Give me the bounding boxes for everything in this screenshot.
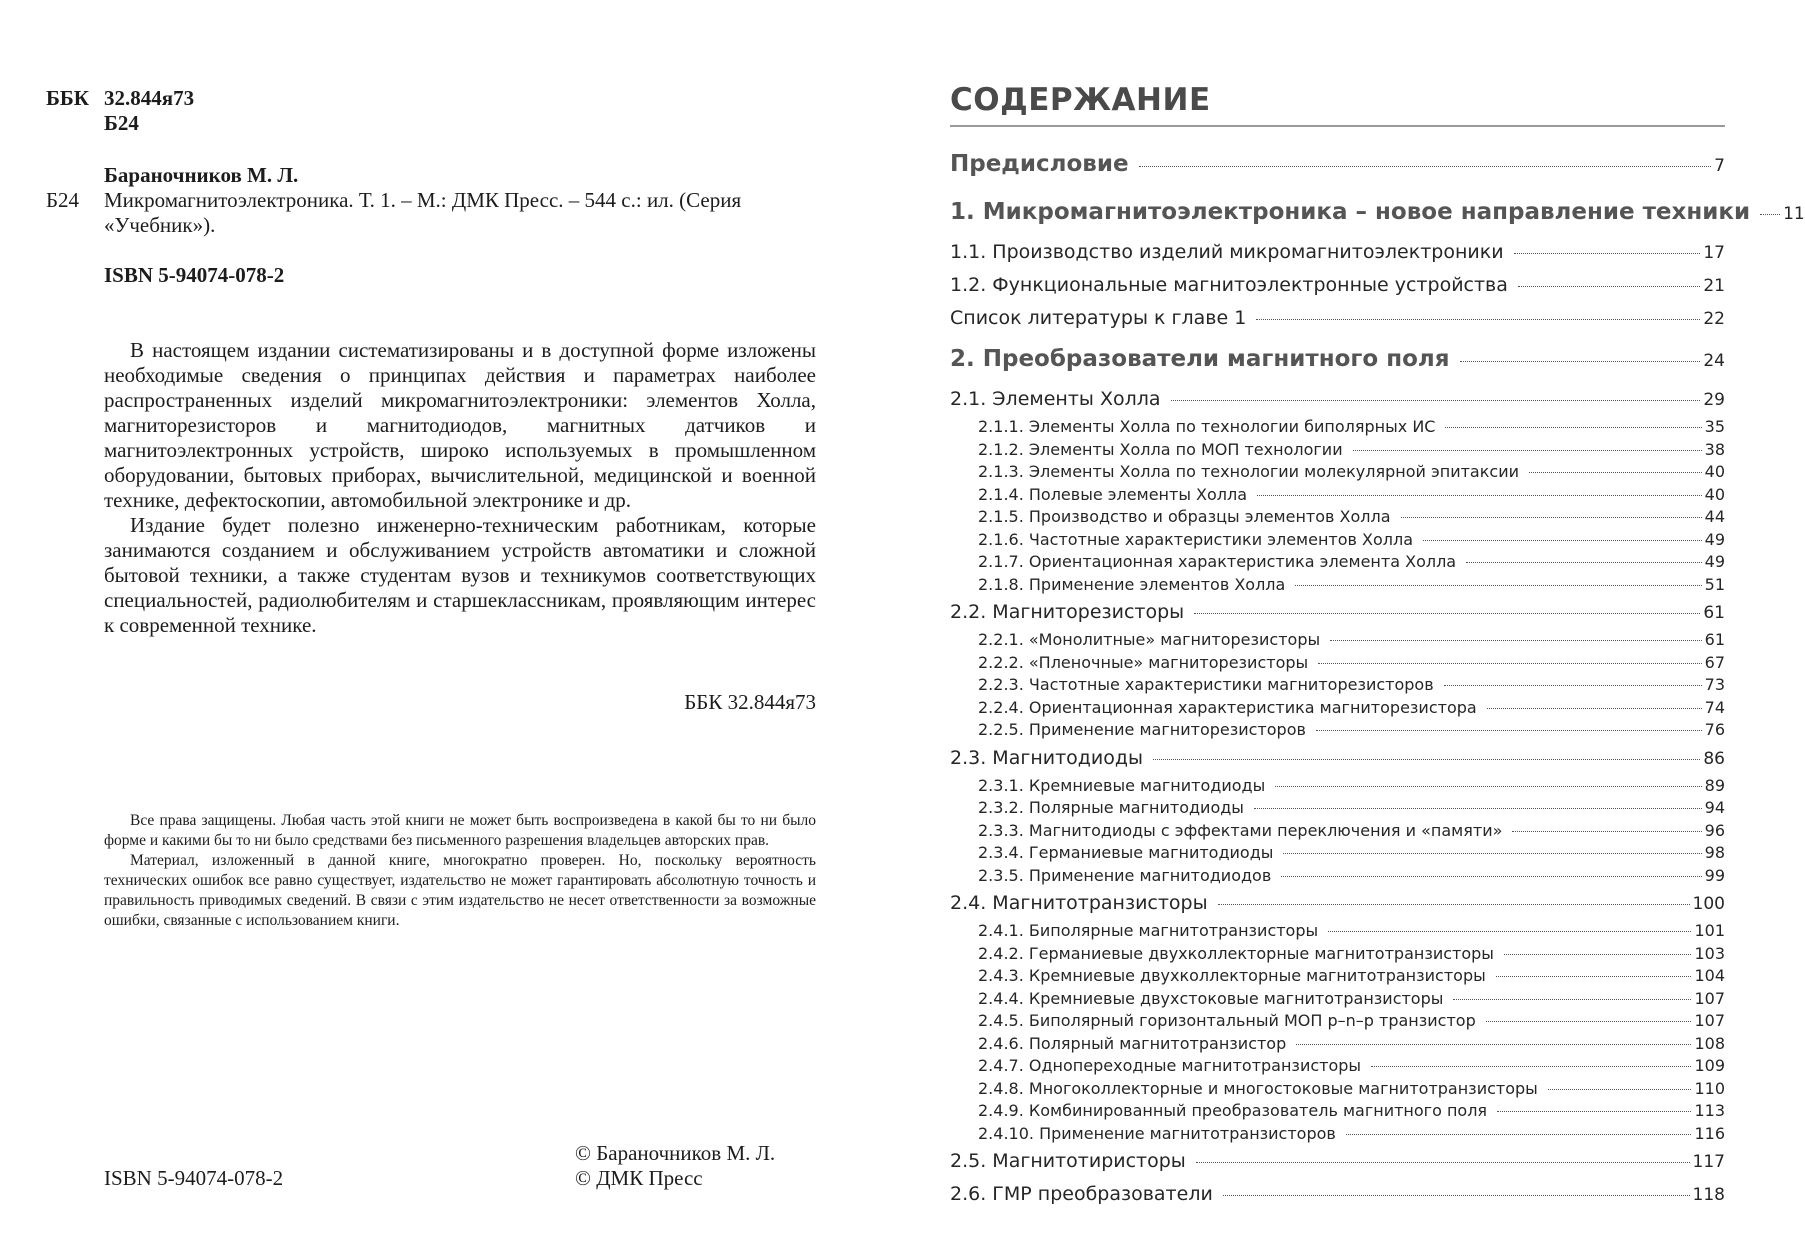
toc-entry-title: 2. Преобразователи магнитного поля bbox=[950, 346, 1450, 372]
toc-entry-title: 2.3.3. Магнитодиоды с эффектами переключения и «памяти» bbox=[978, 820, 1503, 840]
toc-page-number: 29 bbox=[1703, 390, 1725, 410]
toc-page-number: 110 bbox=[1694, 1078, 1725, 1098]
toc-entry-title: 2.3. Магнитодиоды bbox=[950, 746, 1144, 769]
toc-page-number: 73 bbox=[1704, 675, 1725, 694]
toc-page-number: 113 bbox=[1694, 1101, 1725, 1120]
toc-entry-title: 2.2. Магниторезисторы bbox=[950, 601, 1185, 623]
toc-page-number: 17 bbox=[1703, 243, 1725, 263]
toc-subsection[interactable] bbox=[950, 674, 1725, 697]
toc-leader-dots bbox=[1466, 562, 1702, 563]
toc-section[interactable] bbox=[950, 1178, 1725, 1211]
toc-page-number: 116 bbox=[1694, 1123, 1725, 1143]
toc-subsection[interactable] bbox=[950, 574, 1725, 597]
toc-subsection[interactable] bbox=[950, 1100, 1725, 1123]
toc-entry-title: 2.3.2. Полярные магнитодиоды bbox=[978, 798, 1244, 817]
toc-entry-title: 2.6. ГМР преобразователи bbox=[950, 1183, 1213, 1205]
toc-leader-dots bbox=[1496, 976, 1692, 977]
toc-subsection[interactable] bbox=[950, 965, 1725, 988]
toc-leader-dots bbox=[1223, 1195, 1690, 1196]
toc-subsection[interactable] bbox=[950, 719, 1725, 742]
toc-leader-dots bbox=[1346, 1134, 1692, 1135]
toc-subsection[interactable] bbox=[950, 1123, 1725, 1146]
toc-leader-dots bbox=[1512, 831, 1701, 832]
toc-page-number: 67 bbox=[1704, 652, 1725, 672]
toc-entry-title: 2.5. Магнитотиристоры bbox=[950, 1150, 1186, 1172]
toc-subsection[interactable] bbox=[950, 461, 1725, 484]
toc-leader-dots bbox=[1760, 214, 1780, 215]
toc-page-number: 40 bbox=[1704, 462, 1725, 481]
toc-leader-dots bbox=[1275, 786, 1701, 787]
bib-line-1: Микромагнитоэлектроника. Т. 1. – М.: ДМК Пресс. – 544 с.: ил. (Серия bbox=[104, 188, 742, 212]
toc-subsection[interactable] bbox=[950, 775, 1725, 798]
toc-leader-dots bbox=[1444, 685, 1702, 686]
toc-page-number: 61 bbox=[1704, 630, 1725, 649]
toc-entry-title: 2.4.10. Применение магнитотранзисторов bbox=[978, 1123, 1336, 1143]
toc-leader-dots bbox=[1328, 931, 1691, 932]
toc-page-number: 109 bbox=[1694, 1056, 1725, 1075]
toc-leader-dots bbox=[1371, 1066, 1691, 1067]
toc-leader-dots bbox=[1281, 876, 1701, 877]
bbk-label: ББК bbox=[46, 86, 89, 110]
toc-entry-title: 1.1. Производство изделий микромагнитоэлектроники bbox=[950, 241, 1504, 263]
toc-page-number: 94 bbox=[1704, 798, 1725, 817]
toc-page-number: 22 bbox=[1703, 309, 1725, 329]
toc-entry-title: 2.1.5. Производство и образцы элементов Холла bbox=[978, 507, 1391, 526]
toc-page-number: 98 bbox=[1704, 843, 1725, 862]
toc-leader-dots bbox=[1353, 450, 1702, 451]
toc-subsection[interactable] bbox=[950, 797, 1725, 820]
toc-section[interactable] bbox=[950, 269, 1725, 302]
toc-entry-title: 2.4.6. Полярный магнитотранзистор bbox=[978, 1033, 1287, 1053]
bib-line-2: «Учебник»). bbox=[104, 213, 216, 237]
right-page bbox=[950, 0, 1805, 1240]
rights-paragraph: Материал, изложенный в данной книге, многократно проверен. Но, поскольку вероятность технических ошибок все равно существует, издательство не может гарантировать абсолютную точность и правильность приводимых сведений. В связи с этим издательство не несет ответственности за возможные ошибки, связанные с использованием книги. bbox=[104, 852, 816, 929]
toc-entry-title: 2.2.5. Применение магниторезисторов bbox=[978, 720, 1306, 739]
toc-page-number: 100 bbox=[1692, 894, 1725, 914]
toc-chapter[interactable] bbox=[950, 335, 1725, 383]
toc-page-number: 49 bbox=[1704, 529, 1725, 549]
left-page bbox=[0, 0, 877, 1240]
toc-entry-title: 2.4.3. Кремниевые двухколлекторные магнитотранзисторы bbox=[978, 966, 1486, 985]
toc-entry-title: 1.2. Функциональные магнитоэлектронные устройства bbox=[950, 274, 1508, 296]
toc-leader-dots bbox=[1256, 319, 1700, 320]
toc-subsection[interactable] bbox=[950, 920, 1725, 943]
toc-leader-dots bbox=[1194, 613, 1700, 614]
toc-entry-title: 2.4.1. Биполярные магнитотранзисторы bbox=[978, 921, 1319, 940]
toc-subsection[interactable] bbox=[950, 652, 1725, 675]
toc-entry-title: 2.4. Магнитотранзисторы bbox=[950, 892, 1208, 914]
toc-page-number: 24 bbox=[1703, 351, 1725, 371]
toc-leader-dots bbox=[1486, 1021, 1692, 1022]
toc-page-number: 74 bbox=[1704, 697, 1725, 717]
toc-leader-dots bbox=[1401, 517, 1702, 518]
toc-entry-title: 2.1.7. Ориентационная характеристика элемента Холла bbox=[978, 552, 1457, 571]
toc-page-number: 117 bbox=[1692, 1152, 1725, 1172]
toc-section[interactable] bbox=[950, 742, 1725, 775]
toc-subsection[interactable] bbox=[950, 988, 1725, 1011]
toc-divider bbox=[950, 125, 1725, 127]
toc-leader-dots bbox=[1460, 361, 1701, 362]
toc-entry-title: 2.1.6. Частотные характеристики элементов Холла bbox=[978, 529, 1414, 549]
toc-subsection[interactable] bbox=[950, 865, 1725, 888]
toc-leader-dots bbox=[1153, 759, 1700, 760]
toc-section[interactable] bbox=[950, 302, 1725, 335]
toc-subsection[interactable] bbox=[950, 484, 1725, 507]
toc-page-number: 7 bbox=[1714, 156, 1725, 176]
toc-entry-title: 2.1.2. Элементы Холла по МОП технологии bbox=[978, 439, 1343, 459]
toc-title: СОДЕРЖАНИЕ bbox=[950, 82, 1211, 118]
toc-page-number: 21 bbox=[1703, 276, 1725, 296]
toc-subsection[interactable] bbox=[950, 529, 1725, 552]
toc-list bbox=[950, 140, 1805, 1211]
isbn-line: ISBN 5-94074-078-2 bbox=[104, 263, 285, 287]
isbn-bottom: ISBN 5-94074-078-2 bbox=[104, 1166, 284, 1190]
toc-subsection[interactable] bbox=[950, 1010, 1725, 1033]
toc-page-number: 38 bbox=[1704, 439, 1725, 459]
toc-leader-dots bbox=[1296, 1044, 1691, 1045]
toc-page-number: 11 bbox=[1783, 204, 1805, 224]
toc-leader-dots bbox=[1254, 808, 1702, 809]
toc-entry-title: 1. Микромагнитоэлектроника – новое направление техники bbox=[950, 199, 1751, 225]
toc-entry-title: 2.2.2. «Пленочные» магниторезисторы bbox=[978, 652, 1309, 672]
copyright-author: © Бараночников М. Л. bbox=[575, 1141, 776, 1165]
toc-leader-dots bbox=[1529, 472, 1702, 473]
toc-entry-title: 2.1.3. Элементы Холла по технологии молекулярной эпитаксии bbox=[978, 462, 1519, 481]
toc-leader-dots bbox=[1423, 540, 1702, 541]
toc-page-number: 44 bbox=[1704, 507, 1725, 526]
toc-chapter[interactable] bbox=[950, 140, 1725, 188]
toc-page-number: 89 bbox=[1704, 775, 1725, 795]
toc-page-number: 35 bbox=[1704, 417, 1725, 436]
toc-page-number: 103 bbox=[1694, 943, 1725, 963]
toc-leader-dots bbox=[1548, 1089, 1692, 1090]
toc-page-number: 40 bbox=[1704, 484, 1725, 504]
author-heading: Бараночников М. Л. bbox=[104, 163, 299, 187]
toc-entry-title: 2.3.1. Кремниевые магнитодиоды bbox=[978, 775, 1266, 795]
toc-entry-title: Предисловие bbox=[950, 151, 1129, 177]
toc-subsection[interactable] bbox=[950, 1078, 1725, 1101]
bbk-bottom: ББК 32.844я73 bbox=[684, 690, 816, 714]
toc-leader-dots bbox=[1453, 999, 1691, 1000]
toc-entry-title: 2.4.9. Комбинированный преобразователь магнитного поля bbox=[978, 1101, 1488, 1120]
toc-page-number: 107 bbox=[1694, 988, 1725, 1008]
toc-entry-title: 2.1. Элементы Холла bbox=[950, 388, 1161, 410]
toc-page-number: 51 bbox=[1704, 574, 1725, 594]
toc-page-number: 76 bbox=[1704, 720, 1725, 739]
toc-subsection[interactable] bbox=[950, 551, 1725, 574]
toc-entry-title: 2.3.4. Германиевые магнитодиоды bbox=[978, 843, 1274, 862]
toc-subsection[interactable] bbox=[950, 842, 1725, 865]
toc-entry-title: 2.1.1. Элементы Холла по технологии биполярных ИС bbox=[978, 417, 1436, 436]
toc-page-number: 99 bbox=[1704, 865, 1725, 885]
toc-subsection[interactable] bbox=[950, 820, 1725, 843]
toc-leader-dots bbox=[1196, 1162, 1690, 1163]
toc-page-number: 108 bbox=[1694, 1033, 1725, 1053]
toc-leader-dots bbox=[1497, 1111, 1691, 1112]
toc-page-number: 96 bbox=[1704, 820, 1725, 840]
toc-entry-title: 2.2.4. Ориентационная характеристика магниторезистора bbox=[978, 697, 1477, 717]
toc-leader-dots bbox=[1445, 427, 1701, 428]
toc-entry-title: 2.1.8. Применение элементов Холла bbox=[978, 574, 1286, 594]
toc-subsection[interactable] bbox=[950, 1055, 1725, 1078]
toc-leader-dots bbox=[1171, 400, 1701, 401]
annotation bbox=[104, 338, 816, 638]
toc-subsection[interactable] bbox=[950, 697, 1725, 720]
toc-page-number: 49 bbox=[1704, 552, 1725, 571]
toc-leader-dots bbox=[1257, 495, 1702, 496]
author-mark: Б24 bbox=[104, 111, 139, 135]
toc-section[interactable] bbox=[950, 887, 1725, 920]
toc-page-number: 86 bbox=[1703, 748, 1725, 769]
toc-leader-dots bbox=[1504, 954, 1692, 955]
toc-entry-title: 2.4.7. Однопереходные магнитотранзисторы bbox=[978, 1056, 1362, 1075]
toc-entry-title: 2.2.3. Частотные характеристики магниторезисторов bbox=[978, 675, 1434, 694]
annotation-paragraph: В настоящем издании систематизированы и в доступной форме изложены необходимые сведения о принципах действия и параметрах наиболее распространенных изделий микромагнитоэлектроники: элементов Холла, магниторезисторов и магнитодиодов, магнитных датчиков и магнитоэлектронных устройств, широко используемых в промышленном оборудовании, бытовых приборах, вычислительной, медицинской и военной технике, дефектоскопии, автомобильной электронике и др. bbox=[104, 338, 816, 512]
toc-leader-dots bbox=[1514, 253, 1701, 254]
toc-leader-dots bbox=[1295, 585, 1701, 586]
toc-leader-dots bbox=[1283, 853, 1701, 854]
toc-entry-title: 2.4.2. Германиевые двухколлекторные магнитотранзисторы bbox=[978, 943, 1494, 963]
toc-leader-dots bbox=[1218, 904, 1690, 905]
toc-chapter[interactable] bbox=[950, 188, 1805, 236]
toc-subsection[interactable] bbox=[950, 1033, 1725, 1056]
toc-section[interactable] bbox=[950, 383, 1725, 416]
toc-entry-title: 2.4.5. Биполярный горизонтальный МОП p–n–p транзистор bbox=[978, 1011, 1476, 1030]
toc-page-number: 104 bbox=[1694, 966, 1725, 985]
toc-entry-title: 2.4.4. Кремниевые двухстоковые магнитотранзисторы bbox=[978, 988, 1444, 1008]
toc-entry-title: 2.2.1. «Монолитные» магниторезисторы bbox=[978, 630, 1321, 649]
toc-entry-title: 2.1.4. Полевые элементы Холла bbox=[978, 484, 1248, 504]
bbk-code: 32.844я73 bbox=[104, 86, 195, 110]
annotation-paragraph: Издание будет полезно инженерно-техническим работникам, которые занимаются созданием и обслуживанием устройств автоматики и сложной бытовой техники, а также студентам вузов и техникумов соответствующих специальностей, радиолюбителям и старшеклассникам, проявляющим интерес к современной технике. bbox=[104, 513, 816, 637]
toc-leader-dots bbox=[1139, 166, 1712, 167]
toc-subsection[interactable] bbox=[950, 439, 1725, 462]
toc-leader-dots bbox=[1487, 708, 1702, 709]
toc-leader-dots bbox=[1330, 640, 1702, 641]
toc-entry-title: 2.4.8. Многоколлекторные и многостоковые магнитотранзисторы bbox=[978, 1078, 1538, 1098]
toc-entry-title: 2.3.5. Применение магнитодиодов bbox=[978, 865, 1272, 885]
toc-page-number: 118 bbox=[1692, 1185, 1725, 1205]
author-marker: Б24 bbox=[46, 188, 80, 212]
rights-notice bbox=[104, 811, 816, 931]
toc-entry-title: Список литературы к главе 1 bbox=[950, 307, 1247, 329]
toc-subsection[interactable] bbox=[950, 416, 1725, 439]
toc-subsection[interactable] bbox=[950, 943, 1725, 966]
toc-subsection[interactable] bbox=[950, 629, 1725, 652]
toc-leader-dots bbox=[1518, 286, 1700, 287]
toc-page-number: 107 bbox=[1694, 1011, 1725, 1030]
toc-subsection[interactable] bbox=[950, 506, 1725, 529]
toc-section[interactable] bbox=[950, 596, 1725, 629]
rights-paragraph: Все права защищены. Любая часть этой книги не может быть воспроизведена в какой бы то ни было форме и какими бы то ни было средствами без письменного разрешения владельцев авторских прав. bbox=[104, 812, 816, 849]
toc-section[interactable] bbox=[950, 1145, 1725, 1178]
toc-leader-dots bbox=[1316, 730, 1702, 731]
toc-page-number: 101 bbox=[1694, 921, 1725, 940]
toc-leader-dots bbox=[1318, 663, 1702, 664]
toc-page-number: 61 bbox=[1703, 603, 1725, 623]
toc-section[interactable] bbox=[950, 236, 1725, 269]
copyright-publisher: © ДМК Пресс bbox=[575, 1166, 703, 1190]
